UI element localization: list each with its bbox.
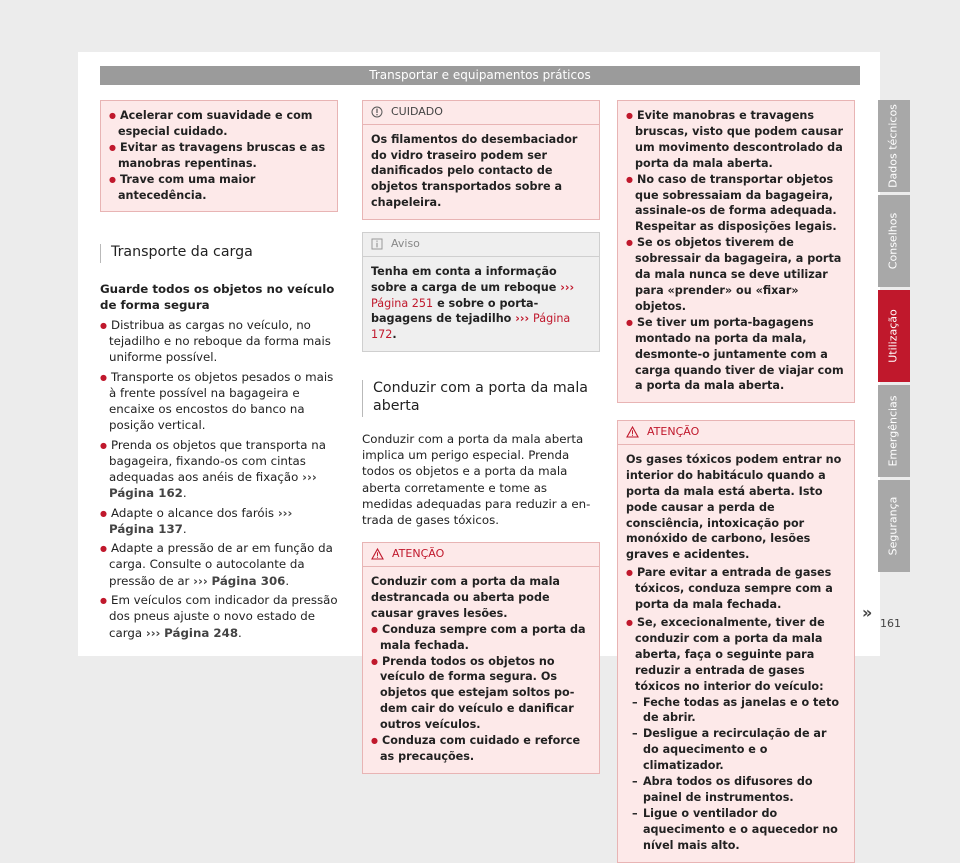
warning-box xyxy=(362,542,600,773)
list-item: ● Evite manobras e travagens bruscas, visto que podem causar um movimento descontrolado da porta da mala aberta. xyxy=(626,108,846,172)
note-box xyxy=(362,232,600,352)
page-link[interactable]: Página 172 xyxy=(371,312,571,342)
section-title: Conduzir com a porta da mala aberta xyxy=(362,380,600,417)
list-item: ● Acelerar com suavidade e com especial cuidado. xyxy=(109,108,329,140)
tab-dados-tecnicos[interactable]: Dados técnicos xyxy=(878,100,910,192)
warning-triangle-icon xyxy=(371,548,384,560)
list-item: ● Pare evitar a entrada de gases tóxicos, conduza sempre com a porta da mala fechada. xyxy=(626,565,846,613)
ref-arrow: ››› xyxy=(145,625,161,640)
warning-box xyxy=(617,420,855,862)
subheading: Guarde todos os objetos no veículo de forma segura xyxy=(100,282,335,313)
chapter-tabs xyxy=(878,100,910,575)
warning-label: ATENÇÃO xyxy=(647,425,700,439)
ref-arrow: ››› xyxy=(515,312,530,326)
note-icon xyxy=(371,238,383,250)
page-link[interactable]: Página 162 xyxy=(109,486,183,501)
info-circle-icon xyxy=(371,106,383,118)
load-instructions xyxy=(100,281,338,641)
warning-text: Conduzir com a porta da mala destrancada ou aberta pode causar graves lesões. xyxy=(371,574,560,620)
page-header: Transportar e equipamentos práticos xyxy=(100,66,860,85)
tab-conselhos[interactable]: Conselhos xyxy=(878,195,910,287)
caution-label: CUIDADO xyxy=(391,105,443,118)
note-text: Tenha em conta a informação sobre a carga de um reboque ››› Página 251 e sobre o porta-bagagens de tejadilho ››› Página 172. xyxy=(371,264,575,342)
ref-arrow: ››› xyxy=(277,505,293,520)
list-item: ● Prenda os objetos que transporta na bagageira, fixando-os com cintas adequadas aos anéis de fixação ››› Página 162. xyxy=(100,437,338,502)
dash-item: – Abra todos os difusores do painel de instrumentos. xyxy=(626,774,846,806)
continue-marker: » xyxy=(862,603,873,622)
column-3 xyxy=(617,100,855,863)
column-1 xyxy=(100,100,338,641)
tab-seguranca[interactable]: Segurança xyxy=(878,480,910,572)
warning-header xyxy=(618,421,854,445)
page-link[interactable]: Página 306 xyxy=(211,573,286,588)
list-item: ● Distribua as cargas no veículo, no tejadilho e no reboque da forma mais uniforme possível. xyxy=(100,317,338,366)
list-item: ● Transporte os objetos pesados o mais à frente possível na bagageira e encaixe os encostos do banco na posição vertical. xyxy=(100,369,338,434)
list-item: ● No caso de transportar objetos que sobressaiam da bagageira, assinale-os de forma adequada. Respeitar as disposições legais. xyxy=(626,172,846,236)
list-item: ● Adapte a pressão de ar em função da carga. Consulte o autocolante da pressão de ar ››› Página 306. xyxy=(100,540,338,589)
ref-arrow: ››› xyxy=(193,573,208,588)
tab-emergencias[interactable]: Emergências xyxy=(878,385,910,477)
tab-utilizacao[interactable]: Utilização xyxy=(878,290,910,382)
caution-header xyxy=(363,101,599,125)
list-item: ● Se os objetos tiverem de sobressair da bagageira, a porta da mala nunca se deve utilizar para «prender» ou «fixar» objetos. xyxy=(626,235,846,315)
note-label: Aviso xyxy=(391,237,420,251)
list-item: ● Prenda todos os objetos no veículo de forma segura. Os objetos que estejam soltos podem cair do veículo e danificar outros veículos. xyxy=(371,654,591,734)
warning-label: ATENÇÃO xyxy=(392,547,445,561)
note-header xyxy=(363,233,599,257)
list-item: ● Se tiver um porta-bagagens montado na porta da mala, desmonte-o juntamente com a carga quando tiver de viajar com a porta da mala aberta. xyxy=(626,315,846,395)
list-item: ● Se, excecionalmente, tiver de conduzir com a porta da mala aberta, faça o seguinte para reduzir a entrada de gases tóxicos no interior do veículo: xyxy=(626,615,846,695)
ref-arrow: ››› xyxy=(560,280,575,294)
section-title: Transporte da carga xyxy=(100,244,338,263)
page-link[interactable]: Página 248 xyxy=(164,625,239,640)
page-number: 161 xyxy=(880,617,901,630)
page-link[interactable]: Página 137 xyxy=(109,521,183,536)
list-item: ● Em veículos com indicador da pressão dos pneus ajuste o novo estado de carga ››› Página 248. xyxy=(100,592,338,641)
warning-text: Os gases tóxicos podem entrar no interior do habitáculo quando a porta da mala está aberta. Isto pode causar a perda de consciência, intoxicação por monóxido de carbono, lesões graves e acidentes. xyxy=(626,452,842,562)
dash-item: – Desligue a recirculação de ar do aquecimento e o climatizador. xyxy=(626,726,846,774)
warning-header xyxy=(363,543,599,567)
page-link[interactable]: Página 251 xyxy=(371,296,434,310)
intro-warning-box xyxy=(100,100,338,212)
ref-arrow: ››› xyxy=(302,470,317,485)
intro-paragraph: Conduzir com a porta da mala aberta implica um perigo especial. Prenda todos os objetos e a porta da mala aberta corretamente e tome as medidas adequadas para reduzir a entrada de gases tóxicos. xyxy=(362,431,591,528)
caution-text: Os filamentos do desembaciador do vidro traseiro podem ser danificados pelo contacto de objetos transportados sobre a chapeleira. xyxy=(371,132,578,210)
list-item: ● Evitar as travagens bruscas e as manobras repentinas. xyxy=(109,140,329,172)
list-item: ● Conduza sempre com a porta da mala fechada. xyxy=(371,622,591,654)
caution-box xyxy=(362,100,600,220)
column-2 xyxy=(362,100,600,774)
list-item: ● Adapte o alcance dos faróis ››› Página 137. xyxy=(100,505,338,538)
warning-triangle-icon xyxy=(626,426,639,438)
dash-item: – Feche todas as janelas e o teto de abrir. xyxy=(626,695,846,727)
dash-item: – Ligue o ventilador do aquecimento e o aquecedor no nível mais alto. xyxy=(626,806,846,854)
list-item: ● Trave com uma maior antecedência. xyxy=(109,172,329,204)
safety-bullets-box xyxy=(617,100,855,403)
list-item: ● Conduza com cuidado e reforce as precauções. xyxy=(371,733,591,765)
